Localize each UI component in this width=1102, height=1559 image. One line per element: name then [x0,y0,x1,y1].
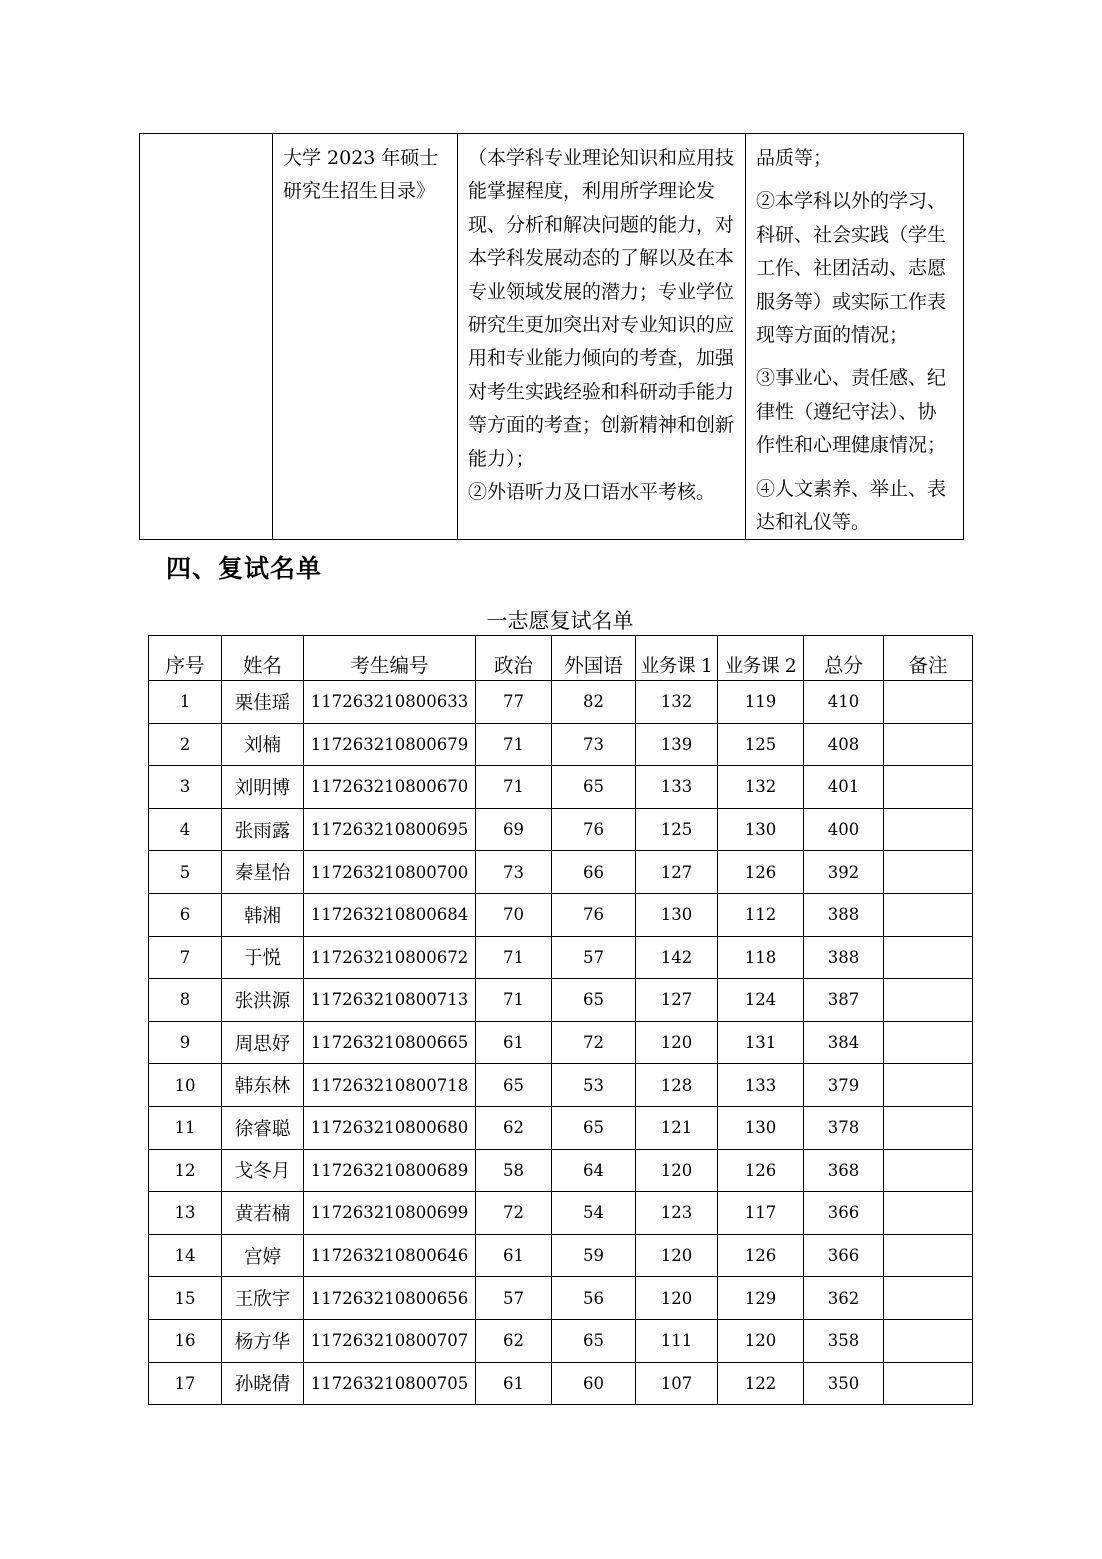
cell-foreign-language: 65 [552,979,636,1022]
assessment-text-1: （本学科专业理论知识和应用技能掌握程度，利用所学理论发现、分析和解决问题的能力，对本学科发展动态的了解以及在本专业领域发展的潜力；专业学位研究生更加突出对专业知识的应用和专业能力倾向的考查，加强对考生实践经验和科研动手能力等方面的考查；创新精神和创新能力）； [468,147,735,470]
cell-foreign-language: 76 [552,808,636,851]
cell-foreign-language: 57 [552,936,636,979]
cell-index: 10 [149,1064,222,1107]
criteria-row [140,134,964,540]
cell-politics: 61 [476,1362,552,1405]
cell-politics: 61 [476,1021,552,1064]
criteria-table-continuation [139,133,964,540]
cell-foreign-language: 56 [552,1277,636,1320]
interview-roster-table [148,635,973,1405]
table-row [149,936,973,979]
cell-politics: 57 [476,1277,552,1320]
cell-course-2: 117 [718,1192,804,1235]
roster-body [149,681,973,1405]
cell-total: 358 [804,1319,884,1362]
header-course-1: 业务课 1 [636,636,718,681]
cell-politics: 62 [476,1106,552,1149]
cell-foreign-language: 59 [552,1234,636,1277]
cell-course-2: 119 [718,681,804,724]
criteria-cell-qualities [746,134,964,540]
table-row [149,681,973,724]
cell-politics: 72 [476,1192,552,1235]
cell-candidate-id: 117263210800689 [304,1149,476,1192]
cell-candidate-id: 117263210800684 [304,893,476,936]
cell-total: 410 [804,681,884,724]
cell-name: 韩湘 [222,893,304,936]
header-remarks: 备注 [884,636,973,681]
cell-remarks [884,1234,973,1277]
table-row [149,766,973,809]
cell-total: 401 [804,766,884,809]
cell-course-1: 142 [636,936,718,979]
cell-course-1: 111 [636,1319,718,1362]
cell-politics: 58 [476,1149,552,1192]
table-row [149,1149,973,1192]
cell-foreign-language: 65 [552,766,636,809]
cell-course-1: 120 [636,1277,718,1320]
roster-header-row [149,636,973,681]
cell-total: 378 [804,1106,884,1149]
cell-index: 11 [149,1106,222,1149]
cell-index: 7 [149,936,222,979]
cell-politics: 71 [476,936,552,979]
table-row [149,723,973,766]
cell-course-2: 130 [718,1106,804,1149]
cell-remarks [884,1149,973,1192]
cell-remarks [884,808,973,851]
table-row [149,1064,973,1107]
cell-politics: 62 [476,1319,552,1362]
cell-politics: 71 [476,979,552,1022]
cell-course-2: 132 [718,766,804,809]
cell-remarks [884,1064,973,1107]
cell-name: 秦星怡 [222,851,304,894]
cell-course-1: 120 [636,1021,718,1064]
cell-candidate-id: 117263210800679 [304,723,476,766]
cell-course-1: 125 [636,808,718,851]
cell-candidate-id: 117263210800718 [304,1064,476,1107]
cell-index: 6 [149,893,222,936]
table-row [149,1234,973,1277]
table-row [149,1319,973,1362]
cell-remarks [884,1192,973,1235]
cell-name: 杨方华 [222,1319,304,1362]
cell-politics: 61 [476,1234,552,1277]
cell-course-1: 120 [636,1234,718,1277]
cell-candidate-id: 117263210800707 [304,1319,476,1362]
cell-politics: 70 [476,893,552,936]
reference-text: 大学 2023 年硕士研究生招生目录》 [283,147,439,203]
cell-name: 栗佳瑶 [222,681,304,724]
cell-index: 3 [149,766,222,809]
cell-total: 379 [804,1064,884,1107]
table-row [149,808,973,851]
cell-candidate-id: 117263210800713 [304,979,476,1022]
cell-name: 徐睿聪 [222,1106,304,1149]
cell-candidate-id: 117263210800672 [304,936,476,979]
table-row [149,1277,973,1320]
section-heading: 四、复试名单 [166,554,323,583]
cell-course-1: 123 [636,1192,718,1235]
cell-name: 王欣宇 [222,1277,304,1320]
cell-course-2: 133 [718,1064,804,1107]
cell-remarks [884,1021,973,1064]
cell-foreign-language: 82 [552,681,636,724]
cell-candidate-id: 117263210800705 [304,1362,476,1405]
cell-course-2: 129 [718,1277,804,1320]
cell-foreign-language: 65 [552,1319,636,1362]
cell-candidate-id: 117263210800670 [304,766,476,809]
header-course-2: 业务课 2 [718,636,804,681]
cell-foreign-language: 65 [552,1106,636,1149]
header-candidate-id: 考生编号 [304,636,476,681]
cell-politics: 65 [476,1064,552,1107]
cell-total: 408 [804,723,884,766]
cell-course-2: 112 [718,893,804,936]
cell-total: 366 [804,1234,884,1277]
cell-course-1: 132 [636,681,718,724]
cell-index: 14 [149,1234,222,1277]
cell-name: 刘楠 [222,723,304,766]
table-row [149,1362,973,1405]
cell-total: 388 [804,893,884,936]
cell-name: 于悦 [222,936,304,979]
header-foreign-language: 外国语 [552,636,636,681]
cell-foreign-language: 73 [552,723,636,766]
table-row [149,893,973,936]
cell-total: 387 [804,979,884,1022]
cell-name: 黄若楠 [222,1192,304,1235]
cell-index: 2 [149,723,222,766]
cell-total: 392 [804,851,884,894]
cell-course-2: 125 [718,723,804,766]
cell-foreign-language: 76 [552,893,636,936]
criteria-cell-reference [273,134,458,540]
cell-candidate-id: 117263210800700 [304,851,476,894]
cell-foreign-language: 54 [552,1192,636,1235]
assessment-text-2: ②外语听力及口语水平考核。 [468,481,716,504]
cell-name: 戈冬月 [222,1149,304,1192]
cell-total: 362 [804,1277,884,1320]
cell-index: 9 [149,1021,222,1064]
cell-politics: 77 [476,681,552,724]
cell-total: 388 [804,936,884,979]
cell-course-1: 128 [636,1064,718,1107]
cell-name: 刘明博 [222,766,304,809]
cell-foreign-language: 72 [552,1021,636,1064]
cell-name: 韩东林 [222,1064,304,1107]
cell-candidate-id: 117263210800656 [304,1277,476,1320]
cell-candidate-id: 117263210800695 [304,808,476,851]
cell-candidate-id: 117263210800633 [304,681,476,724]
cell-course-2: 131 [718,1021,804,1064]
cell-remarks [884,979,973,1022]
criteria-cell-assessment [458,134,746,540]
cell-course-2: 124 [718,979,804,1022]
cell-total: 350 [804,1362,884,1405]
table-row [149,851,973,894]
cell-index: 16 [149,1319,222,1362]
cell-course-1: 120 [636,1149,718,1192]
cell-name: 孙晓倩 [222,1362,304,1405]
cell-course-1: 139 [636,723,718,766]
cell-name: 张洪源 [222,979,304,1022]
cell-candidate-id: 117263210800699 [304,1192,476,1235]
cell-course-2: 126 [718,851,804,894]
table-row [149,979,973,1022]
cell-index: 12 [149,1149,222,1192]
cell-course-2: 126 [718,1149,804,1192]
qualities-text-2: ②本学科以外的学习、科研、社会实践（学生工作、社团活动、志愿服务等）或实际工作表现等方面的情况； [756,190,947,347]
cell-total: 368 [804,1149,884,1192]
cell-remarks [884,851,973,894]
cell-index: 15 [149,1277,222,1320]
cell-name: 宫婷 [222,1234,304,1277]
cell-course-2: 122 [718,1362,804,1405]
table-row [149,1021,973,1064]
qualities-text-4: ④人文素养、举止、表达和礼仪等。 [756,477,947,534]
cell-name: 周思妤 [222,1021,304,1064]
cell-course-2: 130 [718,808,804,851]
cell-foreign-language: 64 [552,1149,636,1192]
cell-candidate-id: 117263210800680 [304,1106,476,1149]
header-total: 总分 [804,636,884,681]
cell-course-2: 118 [718,936,804,979]
header-name: 姓名 [222,636,304,681]
cell-course-1: 107 [636,1362,718,1405]
cell-course-1: 130 [636,893,718,936]
roster-caption: 一志愿复试名单 [486,609,634,633]
qualities-text-3: ③事业心、责任感、纪律性（遵纪守法）、协作性和心理健康情况； [756,367,947,457]
cell-course-1: 133 [636,766,718,809]
cell-index: 17 [149,1362,222,1405]
cell-remarks [884,893,973,936]
header-politics: 政治 [476,636,552,681]
header-index: 序号 [149,636,222,681]
cell-index: 5 [149,851,222,894]
cell-index: 8 [149,979,222,1022]
table-row [149,1192,973,1235]
cell-remarks [884,1106,973,1149]
cell-remarks [884,936,973,979]
cell-total: 384 [804,1021,884,1064]
cell-course-2: 120 [718,1319,804,1362]
cell-politics: 69 [476,808,552,851]
cell-course-1: 127 [636,851,718,894]
cell-candidate-id: 117263210800646 [304,1234,476,1277]
cell-index: 1 [149,681,222,724]
cell-remarks [884,1319,973,1362]
cell-index: 4 [149,808,222,851]
cell-remarks [884,766,973,809]
qualities-text-1: 品质等； [756,147,833,169]
cell-name: 张雨露 [222,808,304,851]
cell-politics: 71 [476,723,552,766]
cell-foreign-language: 60 [552,1362,636,1405]
cell-candidate-id: 117263210800665 [304,1021,476,1064]
cell-total: 366 [804,1192,884,1235]
cell-politics: 73 [476,851,552,894]
cell-course-2: 126 [718,1234,804,1277]
criteria-cell-category [140,134,273,540]
table-row [149,1106,973,1149]
cell-foreign-language: 66 [552,851,636,894]
cell-remarks [884,1362,973,1405]
cell-total: 400 [804,808,884,851]
cell-remarks [884,681,973,724]
cell-index: 13 [149,1192,222,1235]
cell-foreign-language: 53 [552,1064,636,1107]
cell-remarks [884,1277,973,1320]
cell-remarks [884,723,973,766]
cell-course-1: 127 [636,979,718,1022]
cell-course-1: 121 [636,1106,718,1149]
cell-politics: 71 [476,766,552,809]
